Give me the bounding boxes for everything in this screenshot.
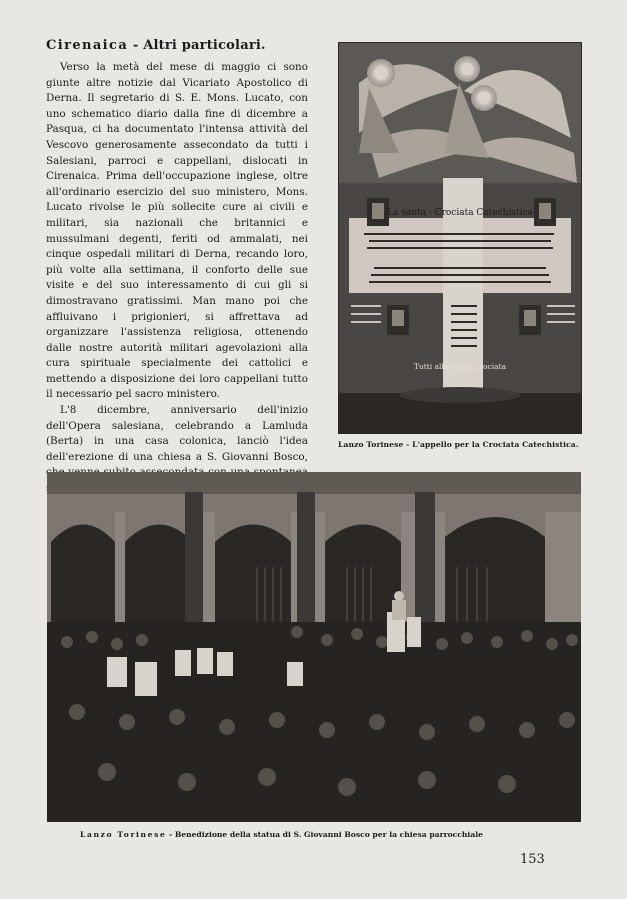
poster-illustration: [339, 43, 581, 433]
article-body: [46, 60, 308, 497]
paragraph-1: Verso la metà del mese di maggio ci sono giunte altre notizie dal Vicariato Apostolico di Derna. Il segretario di S. E. Mons. Lucato, con uno schematico diario dalla fine di dicembre a Pasqua, ci ha documentato l'intensa attività del Vescovo generosamente assecondato da tutti i Salesiani, parroci e cappellani, dislocati in Cirenaica. Prima dell'occupazione inglese, oltre all'ordinario esercizio del suo ministero, Mons. Lucato rivolse le più sollecite cure ai civili e militari, sia nazionali che britannici e mussulmani degenti, feriti od ammalati, nei cinque ospedali militari di Derna, recando loro, più volte alla settimana, il conforto delle sue visite e del suo interessamento di cui gli si dimostravano gratissimi. Man mano poi che affluivano i prigionieri, si affrettava ad organizzare l'assistenza religiosa, ottenendo dalle nostre autorità militari agevolazioni alla cura spirituale specialmente dei cattolici e mettendo a disposizione dei loro cappellani tutto il necessario pel sacro ministero.: [46, 61, 308, 401]
poster-footer-text: Tutti alla santa Crociata: [413, 362, 507, 371]
paragraph-2: L'8 dicembre, anniversario dell'inizio dell'Opera salesiana, celebrando a Lamluda (Berta) in una casa colonica, lanciò l'idea dell'erezione di una chiesa a S. Giovanni Bosco,: [46, 404, 308, 463]
ceremony-photo: [47, 472, 581, 822]
poster-caption: [338, 440, 588, 449]
poster-caption-text: - L'appello per la Crociata Catechistica.: [403, 440, 579, 449]
article-heading: [46, 38, 326, 53]
photo-caption: [80, 830, 600, 839]
photo-caption-text: - Benedizione della statua di S. Giovanni Bosco per la chiesa parrocchiale: [166, 830, 483, 839]
heading-place: Cirenaica: [46, 38, 129, 53]
page-number: 153: [520, 852, 545, 867]
ceremony-illustration: [47, 472, 581, 822]
poster-caption-place: Lanzo Torinese: [338, 440, 404, 449]
photo-caption-place: Lanzo Torinese: [80, 830, 167, 839]
heading-subtitle: - Altri particolari.: [128, 38, 266, 53]
poster-heading-text: La santa · Crociata Catechistica: [387, 208, 533, 218]
poster-photo: [338, 42, 582, 434]
